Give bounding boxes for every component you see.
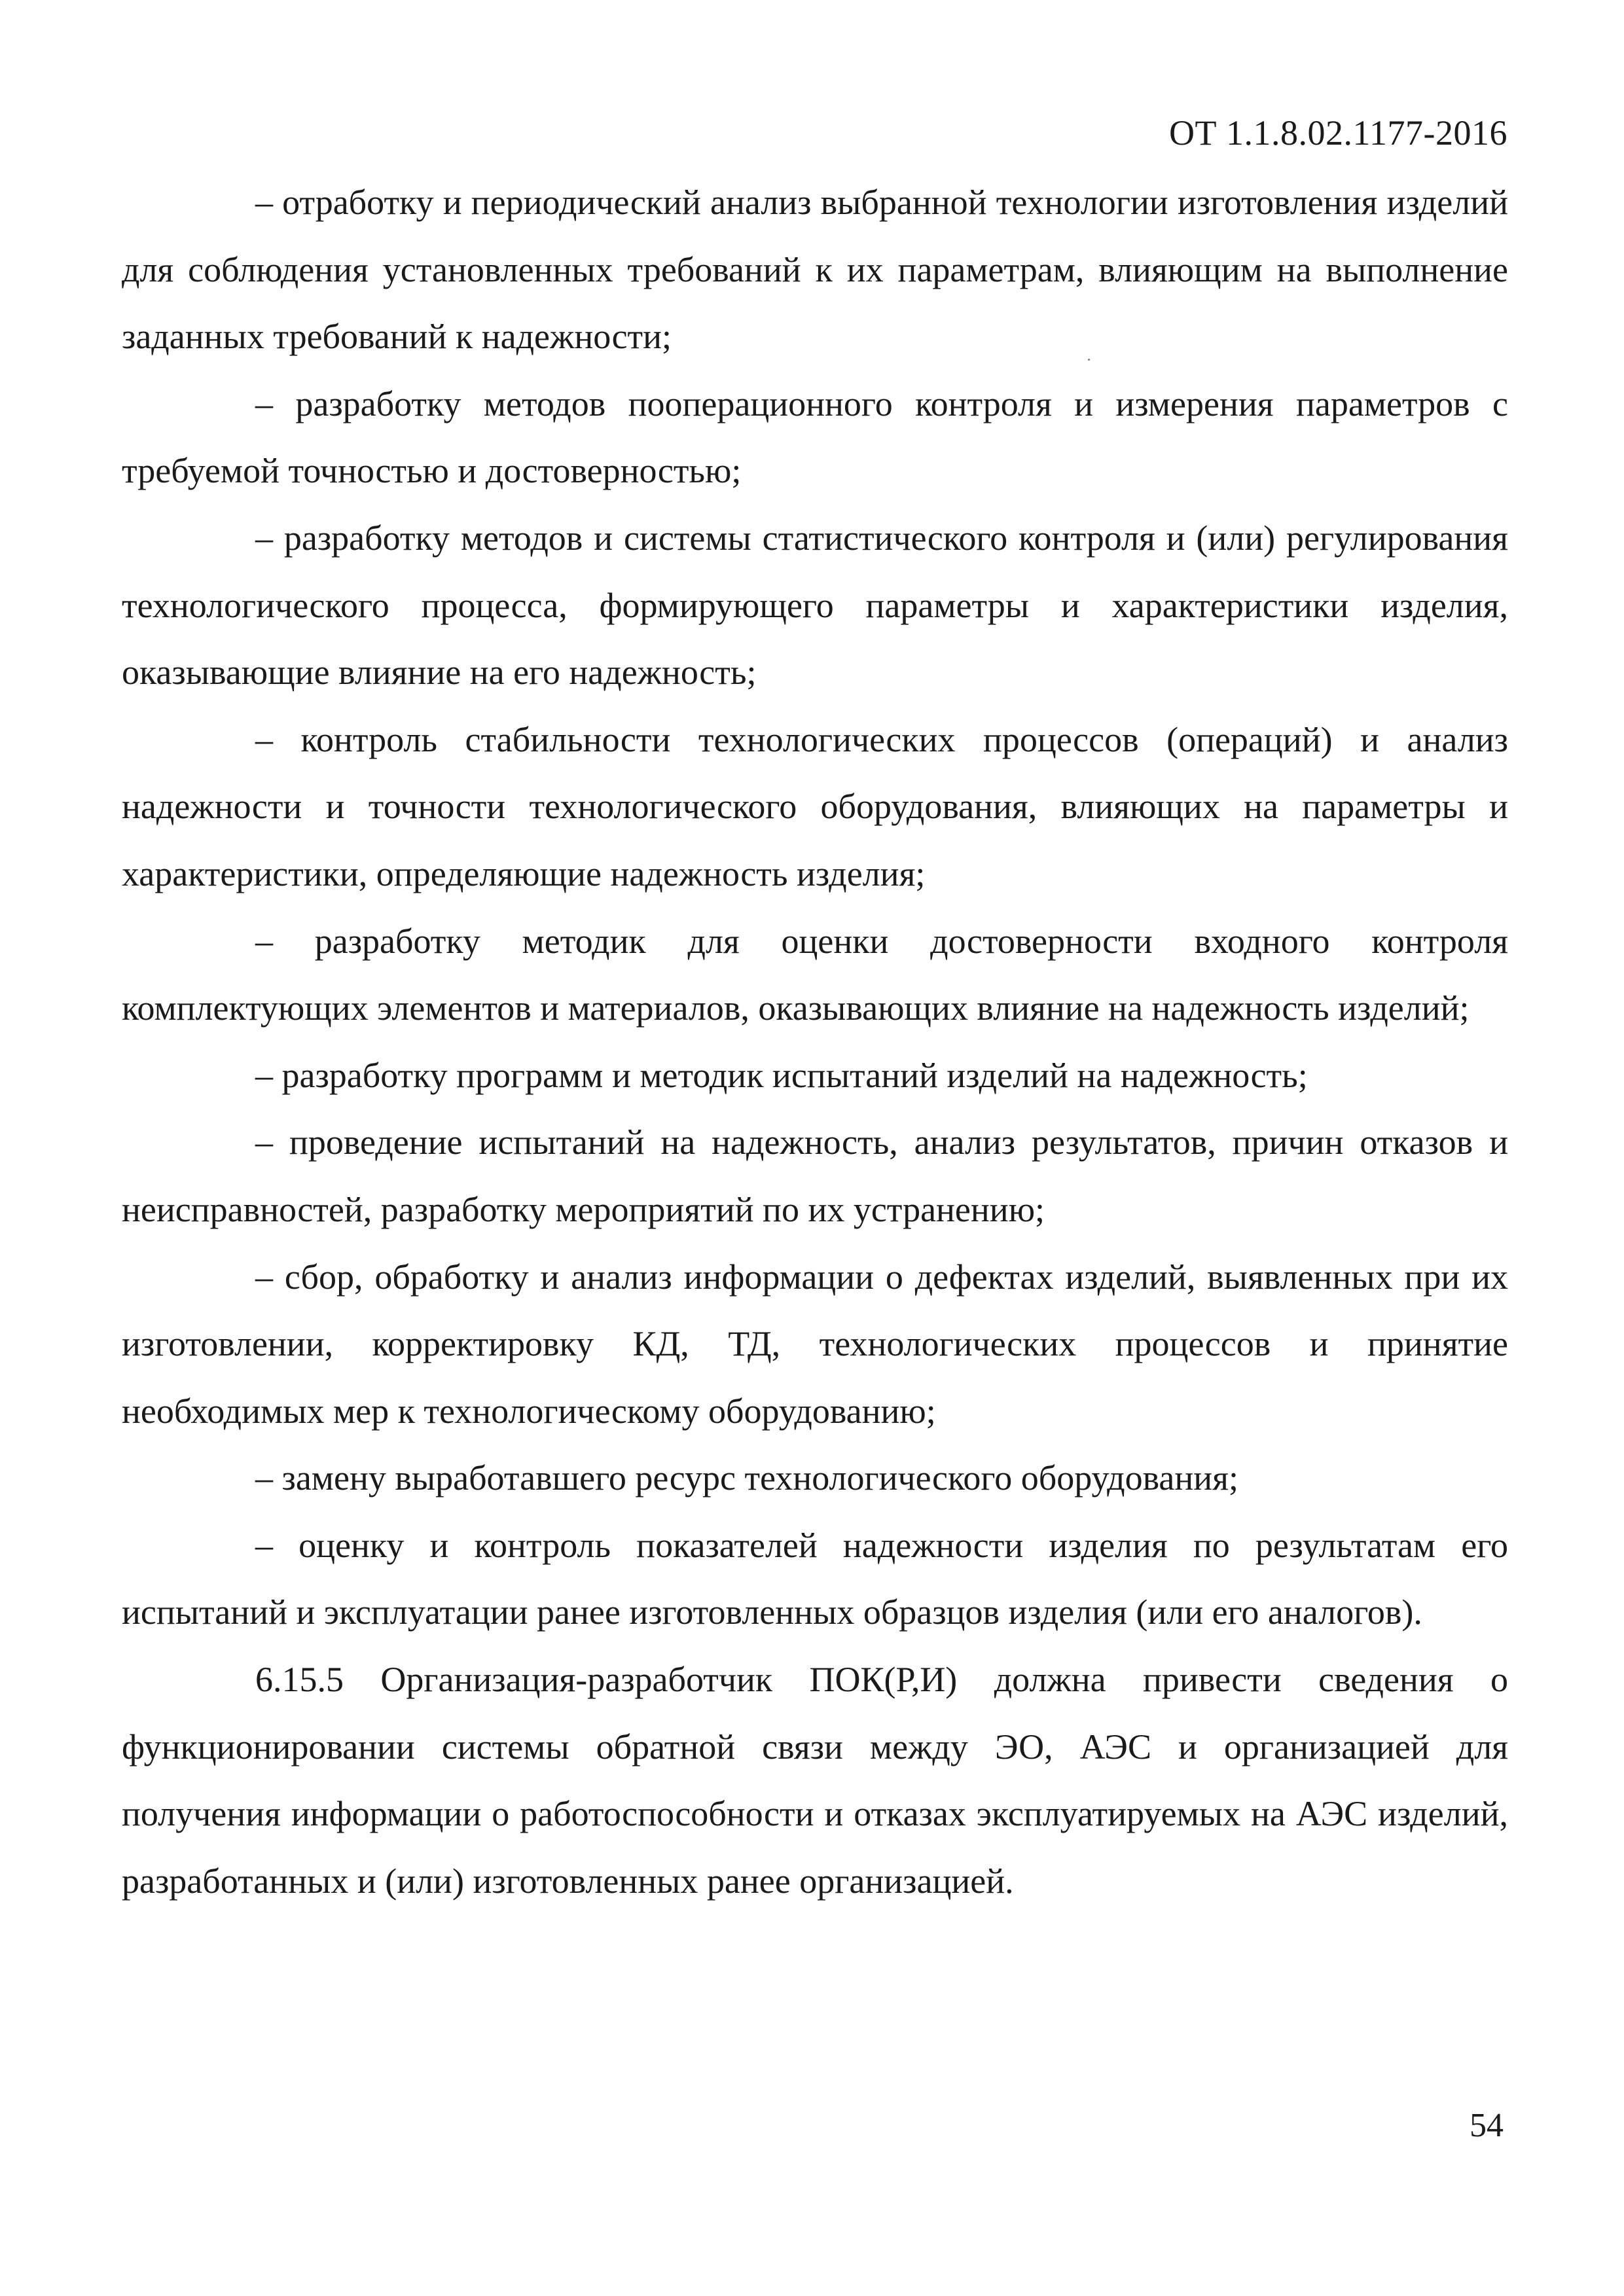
paragraph-defect-information: – сбор, обработку и анализ информации о дефектах изделий, выявленных при их изготовлении, корректировку КД, ТД, технологических процессов и принятие необходимых мер к технологическому оборудованию; (122, 1257, 1508, 1431)
paragraph-6-15-5: 6.15.5 Организация-разработчик ПОК(Р,И) должна привести сведения о функционировании системы обратной связи между ЭО, АЭС и организацией для получения информации о работоспособности и отказах эксплуатируемых на АЭС изделий, разработанных и (или) изготовленных ранее организацией. (122, 1660, 1508, 1901)
paragraph-input-control-methods: – разработку методик для оценки достоверности входного контроля комплектующих элементов и материалов, оказывающих влияние на надежность изделий; (122, 921, 1508, 1028)
page-number: 54 (1470, 2107, 1504, 2144)
paragraph-technology-analysis: – отработку и периодический анализ выбранной технологии изготовления изделий для соблюдения установленных требований к их параметрам, влияющим на выполнение заданных требований к надежности; (122, 183, 1508, 357)
paragraph-equipment-replacement: – замену выработавшего ресурс технологического оборудования; (255, 1458, 1238, 1498)
paragraph-statistical-control: – разработку методов и системы статистического контроля и (или) регулирования технологического процесса, формирующего параметры и характеристики изделия, оказывающие влияние на его надежность; (122, 518, 1508, 692)
paragraph-reliability-assessment: – оценку и контроль показателей надежности изделия по результатам его испытаний и эксплуатации ранее изготовленных образцов изделия (или его аналогов). (122, 1525, 1508, 1632)
paragraph-test-programs: – разработку программ и методик испытаний изделий на надежность; (255, 1055, 1308, 1095)
paragraph-reliability-tests: – проведение испытаний на надежность, анализ результатов, причин отказов и неисправностей, разработку мероприятий по их устранению; (122, 1122, 1508, 1229)
paragraph-process-stability: – контроль стабильности технологических процессов (операций) и анализ надежности и точности технологического оборудования, влияющих на параметры и характеристики, определяющие надежность изделия; (122, 719, 1508, 893)
document-code: ОТ 1.1.8.02.1177-2016 (1169, 113, 1507, 152)
document-body (122, 169, 1508, 1914)
paragraph-operational-control: – разработку методов пооперационного контроля и измерения параметров с требуемой точностью и достоверностью; (122, 384, 1508, 491)
